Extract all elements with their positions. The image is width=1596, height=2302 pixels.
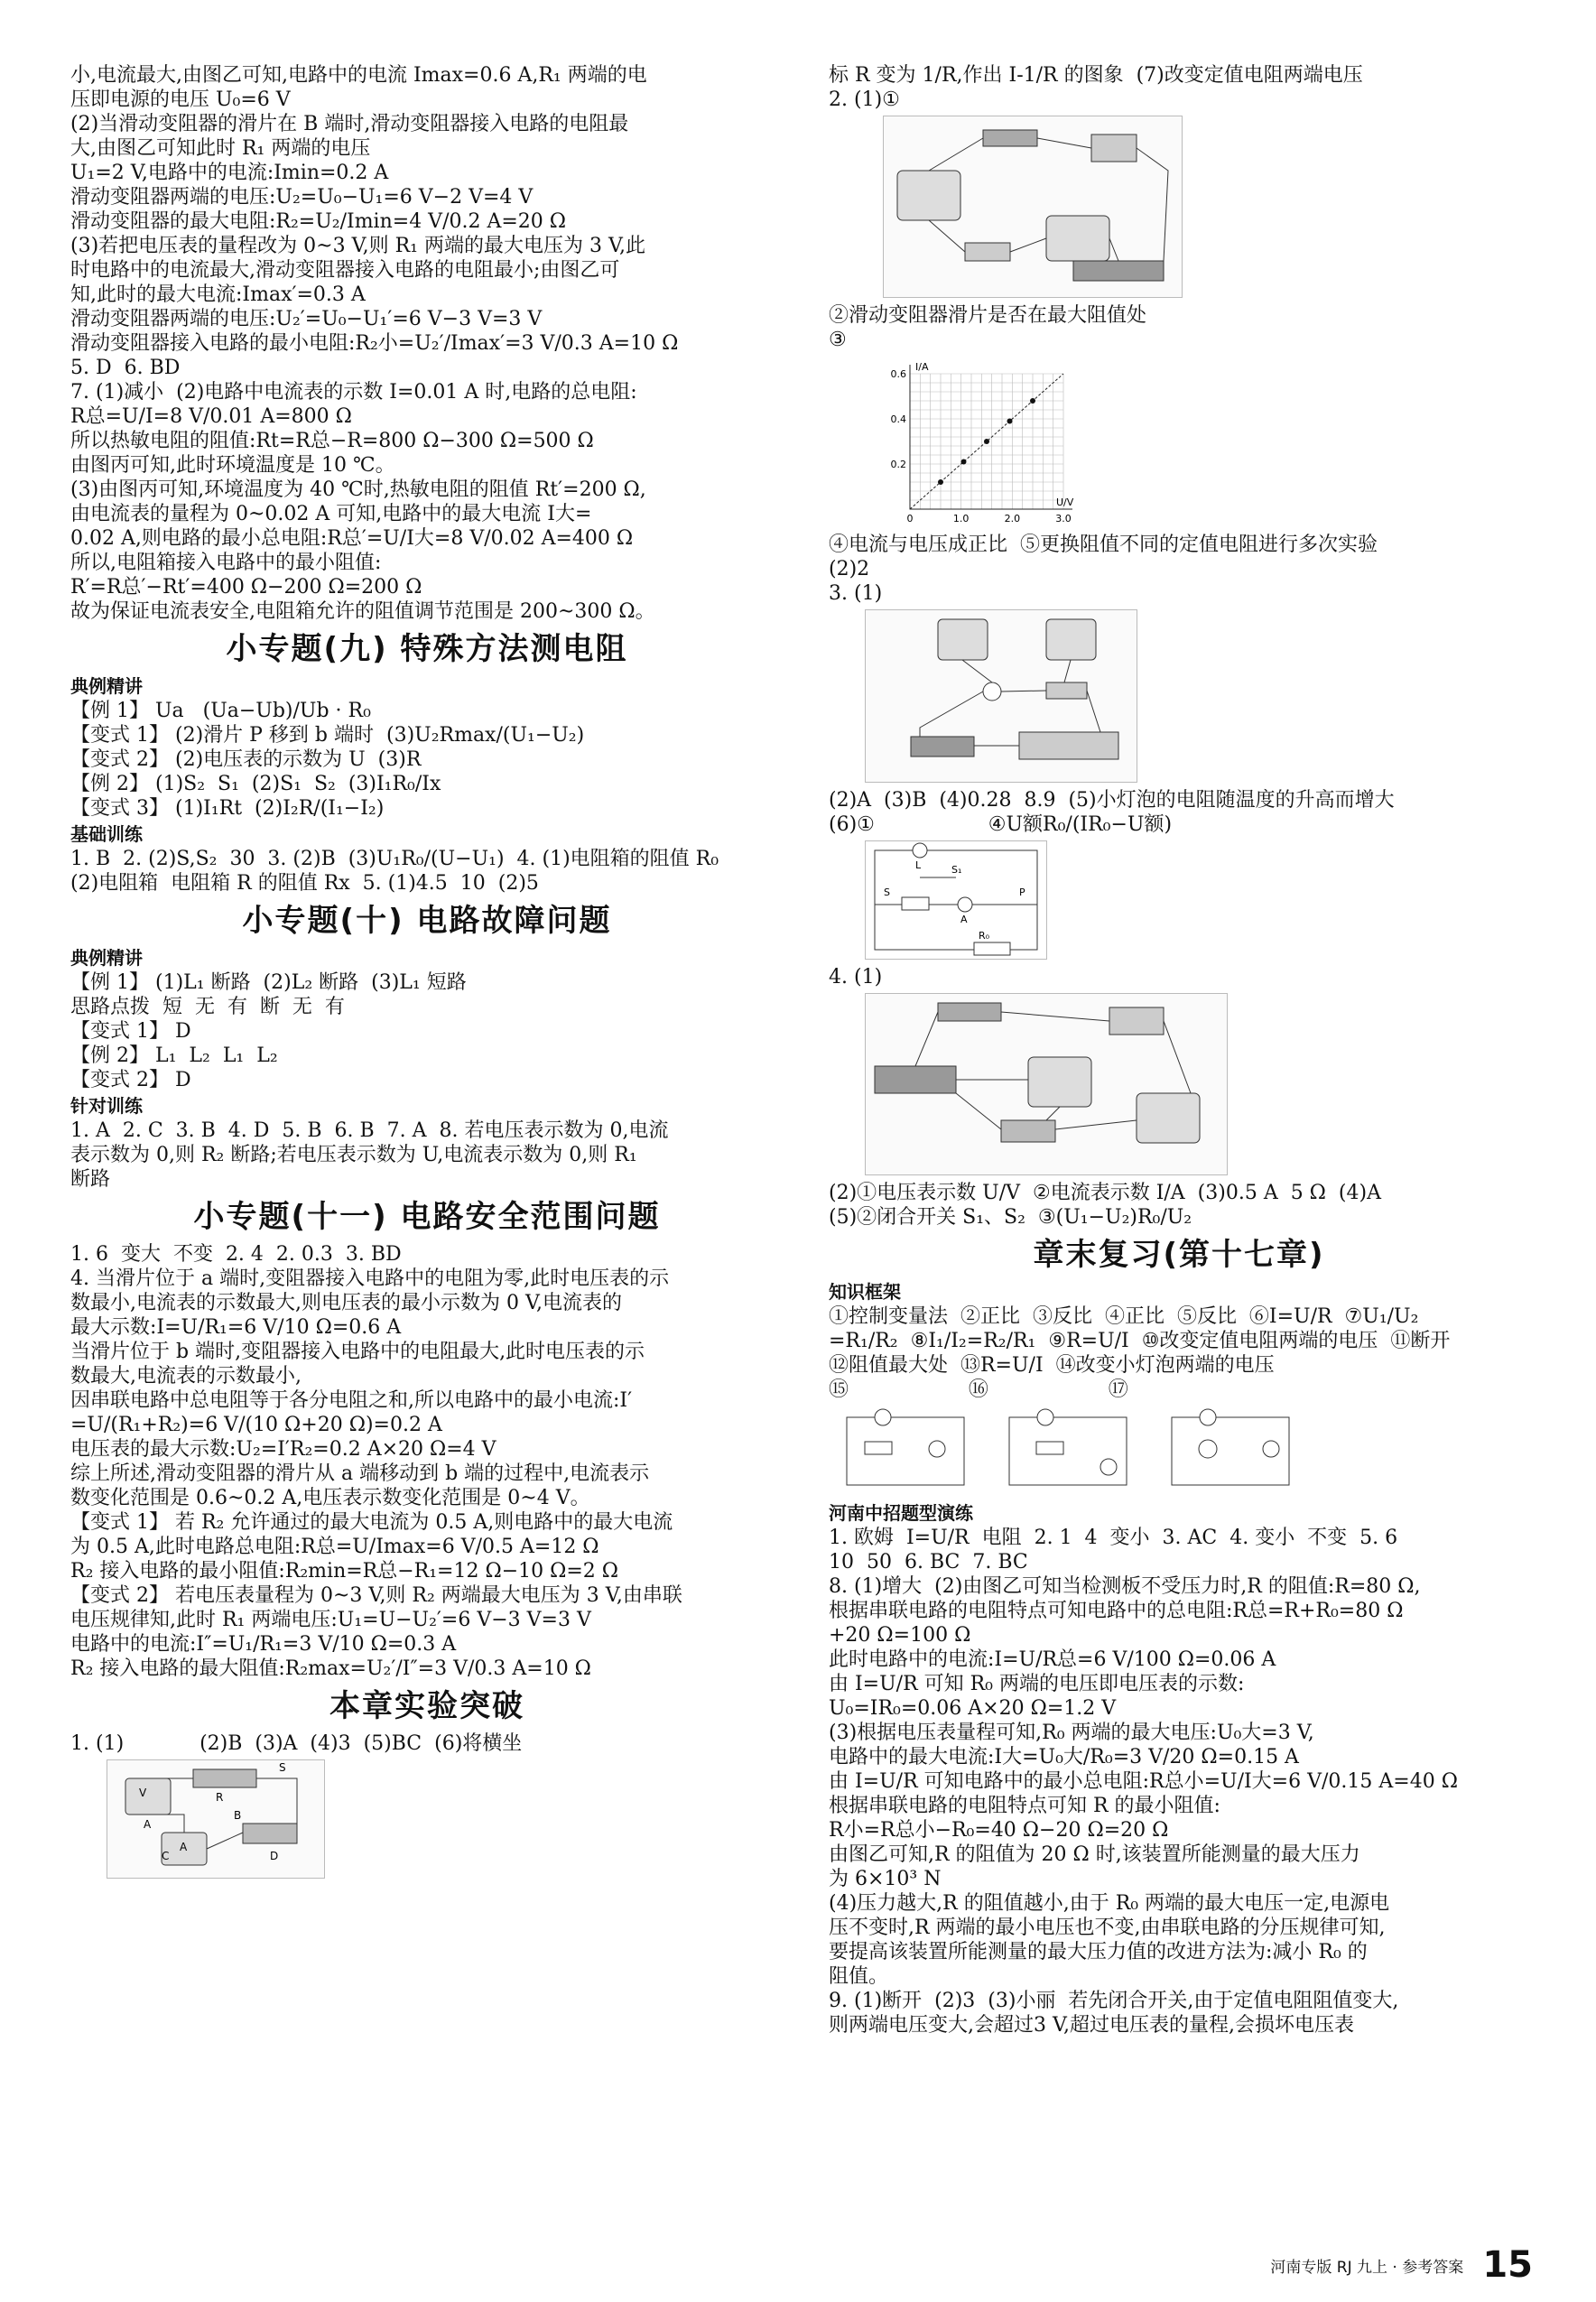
text-line: 4. 当滑片位于 a 端时,变阻器接入电路中的电阻为零,此时电压表的示	[70, 1267, 670, 1290]
right-block-6	[829, 1181, 1529, 1230]
text-line: 3. (1)	[829, 582, 883, 605]
text-line: (2)①电压表示数 U/V ②电流表示数 I/A (3)0.5 A 5 Ω (4)A	[829, 1182, 1381, 1204]
text-line: 7. (1)减小 (2)电路中电流表的示数 I=0.01 A 时,电路的总电阻:	[70, 381, 637, 404]
text-line: 【变式 2】 D	[70, 1069, 191, 1091]
circuit-label: S	[884, 886, 890, 898]
axis-label: 0	[906, 513, 914, 524]
page-footer	[1270, 2244, 1533, 2286]
text-line: (5)②闭合开关 S₁、S₂ ③(U₁−U₂)R₀/U₂	[829, 1206, 1192, 1229]
right-block-5	[829, 965, 1529, 989]
text-line: 所以,电阻箱接入电路中的最小阻值:	[70, 552, 382, 574]
text-line: (3)若把电压表的量程改为 0~3 V,则 R₁ 两端的最大电压为 3 V,此	[70, 235, 646, 257]
text-line: 【变式 2】 (2)电压表的示数为 U (3)R	[70, 748, 422, 771]
text-line: 8. (1)增大 (2)由图乙可知当检测板不受压力时,R 的阻值:R=80 Ω,	[829, 1575, 1421, 1598]
text-line: 故为保证电流表安全,电阻箱允许的阻值调节范围是 200~300 Ω。	[70, 600, 655, 623]
text-line: 基础训练	[70, 823, 143, 845]
text-line: 1. 6 变大 不变 2. 4 2. 0.3 3. BD	[70, 1243, 402, 1266]
text-line: 要提高该装置所能测量的最大压力值的改进方法为:减小 R₀ 的	[829, 1941, 1368, 1963]
circuit-label: S₁	[951, 864, 962, 876]
text-line: ③	[829, 329, 847, 351]
text-line: 【变式 1】 (2)滑片 P 移到 b 端时 (3)U₂Rmax/(U₁−U₂)	[70, 724, 585, 747]
text-line: 由 I=U/R 可知 R₀ 两端的电压即电压表的示数:	[829, 1673, 1245, 1695]
text-line: (3)根据电压表量程可知,R₀ 两端的最大电压:U₀大=3 V,	[829, 1722, 1314, 1744]
circuit-figure-6	[865, 840, 1047, 960]
text-line: +20 Ω=100 Ω	[829, 1624, 971, 1647]
text-line: 数最小,电流表的示数最大,则电压表的最小示数为 0 V,电流表的	[70, 1292, 623, 1314]
text-line: =R₁/R₂ ⑧I₁/I₂=R₂/R₁ ⑨R=U/I ⑩改变定值电阻两端的电压 ⑪断开	[829, 1330, 1451, 1352]
text-line: ⑮ ⑯ ⑰	[829, 1378, 1128, 1401]
text-line: ②滑动变阻器滑片是否在最大阻值处	[829, 304, 1147, 327]
figure-label: D	[270, 1850, 279, 1862]
experiment-circuit-figure	[107, 1759, 325, 1879]
left-block-4	[70, 1242, 784, 1681]
axis-label: 2.0	[1004, 513, 1021, 524]
figure-label: S	[279, 1761, 286, 1774]
text-line: 2. (1)①	[829, 88, 900, 111]
text-line: 电路中的电流:I″=U₁/R₁=3 V/10 Ω=0.3 A	[70, 1633, 457, 1656]
text-line: 根据串联电路的电阻特点可知 R 的最小阻值:	[829, 1795, 1220, 1817]
text-line: 【例 2】 L₁ L₂ L₁ L₂	[70, 1044, 278, 1067]
text-line: 由电流表的量程为 0~0.02 A 可知,电路中的最大电流 I大=	[70, 503, 592, 525]
text-line: 由图乙可知,R 的阻值为 20 Ω 时,该装置所能测量的最大压力	[829, 1843, 1360, 1866]
text-line: 【变式 3】 (1)I₁Rt (2)I₂R/(I₁−I₂)	[70, 797, 385, 820]
figure-label: A	[180, 1841, 188, 1853]
circuit-figure-4	[865, 993, 1228, 1175]
text-line: 所以热敏电阻的阻值:Rt=R总−R=800 Ω−300 Ω=500 Ω	[70, 430, 594, 452]
axis-label: 0.2	[890, 459, 906, 470]
figure-label: C	[162, 1850, 170, 1862]
text-line: ④电流与电压成正比 ⑤更换阻值不同的定值电阻进行多次实验	[829, 534, 1378, 556]
circuit-label: A	[960, 914, 968, 925]
right-block-8	[829, 1501, 1529, 2037]
text-line: R₂ 接入电路的最大阻值:R₂max=U₂′/I″=3 V/0.3 A=10 Ω	[70, 1657, 591, 1680]
text-line: 河南中招题型演练	[829, 1502, 973, 1524]
text-line: 当滑片位于 b 端时,变阻器接入电路中的电阻最大,此时电压表的示	[70, 1341, 645, 1363]
text-line: (3)由图丙可知,环境温度为 40 ℃时,热敏电阻的阻值 Rt′=200 Ω,	[70, 478, 646, 501]
text-line: 典例精讲	[70, 675, 143, 697]
text-line: 大,由图乙可知此时 R₁ 两端的电压	[70, 137, 371, 160]
text-line: 滑动变阻器的最大电阻:R₂=U₂/Imin=4 V/0.2 A=20 Ω	[70, 210, 567, 233]
right-column	[829, 63, 1529, 2037]
section-title-11: 小专题(十一) 电路安全范围问题	[193, 1199, 661, 1235]
text-line: U₁=2 V,电路中的电流:Imin=0.2 A	[70, 162, 389, 184]
text-line: 电压规律知,此时 R₁ 两端电压:U₁=U−U₂′=6 V−3 V=3 V	[70, 1609, 591, 1631]
circuit-figure-2	[883, 116, 1183, 298]
right-block-7	[829, 1280, 1529, 1402]
axis-label: 3.0	[1055, 513, 1072, 524]
text-line: 1. A 2. C 3. B 4. D 5. B 6. B 7. A 8. 若电压表示数为 0,电流	[70, 1119, 669, 1142]
axis-label: I/A	[915, 361, 929, 373]
axis-label: 0.6	[890, 368, 906, 380]
text-line: 表示数为 0,则 R₂ 断路;若电压表示数为 U,电流表示数为 0,则 R₁	[70, 1144, 637, 1166]
text-line: 思路点拨 短 无 有 断 无 有	[70, 996, 345, 1018]
text-line: 最大示数:I=U/R₁=6 V/10 Ω=0.6 A	[70, 1316, 402, 1339]
text-line: 则两端电压变大,会超过3 V,超过电压表的量程,会损坏电压表	[829, 2014, 1355, 2037]
text-line: 因串联电路中总电阻等于各分电阻之和,所以电路中的最小电流:I′	[70, 1389, 633, 1412]
text-line: (2)2	[829, 558, 870, 580]
section-title-experiment: 本章实验突破	[329, 1688, 524, 1724]
text-line: 时电路中的电流最大,滑动变阻器接入电路的电阻最小;由图乙可	[70, 259, 620, 282]
text-line: (2)当滑动变阻器的滑片在 B 端时,滑动变阻器接入电路的电阻最	[70, 113, 629, 135]
left-block-2	[70, 674, 784, 896]
left-block-1	[70, 63, 784, 624]
text-line: 标 R 变为 1/R,作出 I-1/R 的图象 (7)改变定值电阻两端电压	[829, 64, 1363, 87]
section-title-9: 小专题(九) 特殊方法测电阻	[226, 631, 628, 667]
text-line: 知,此时的最大电流:Imax′=0.3 A	[70, 283, 366, 306]
text-line: 由图丙可知,此时环境温度是 10 ℃。	[70, 454, 395, 477]
text-line: 为 0.5 A,此时电路总电阻:R总=U/Imax=6 V/0.5 A=12 Ω	[70, 1536, 599, 1558]
text-line: 滑动变阻器两端的电压:U₂′=U₀−U₁′=6 V−3 V=3 V	[70, 308, 543, 330]
text-line: R′=R总′−Rt′=400 Ω−200 Ω=200 Ω	[70, 576, 422, 599]
text-line: 知识框架	[829, 1281, 901, 1303]
figure-label: R	[216, 1791, 224, 1804]
text-line: 针对训练	[70, 1095, 143, 1117]
text-line: R小=R总小−R₀=40 Ω−20 Ω=20 Ω	[829, 1819, 1169, 1842]
axis-label: 1.0	[952, 513, 970, 524]
text-line: 【例 1】 Ua (Ua−Ub)/Ub · R₀	[70, 700, 371, 722]
left-block-3	[70, 946, 784, 1192]
text-line: 滑动变阻器接入电路的最小电阻:R₂小=U₂′/Imax′=3 V/0.3 A=10 Ω	[70, 332, 679, 355]
experiment-q1: 1. (1) (2)B (3)A (4)3 (5)BC (6)将横坐	[70, 1732, 523, 1755]
figure-label: V	[139, 1787, 147, 1799]
text-line: 9. (1)断开 (2)3 (3)小丽 若先闭合开关,由于定值电阻阻值变大,	[829, 1990, 1399, 2012]
figure-label: B	[234, 1809, 242, 1822]
text-line: 5. D 6. BD	[70, 357, 181, 379]
axis-label: 0.4	[890, 413, 906, 425]
text-line: 【变式 1】 若 R₂ 允许通过的最大电流为 0.5 A,则电路中的最大电流	[70, 1511, 673, 1534]
text-line: =U/(R₁+R₂)=6 V/(10 Ω+20 Ω)=0.2 A	[70, 1414, 442, 1436]
figure-label: A	[144, 1818, 152, 1831]
data-point	[1007, 419, 1013, 424]
axis-label: U/V	[1056, 497, 1074, 508]
data-point	[938, 479, 943, 485]
text-line: (2)A (3)B (4)0.28 8.9 (5)小灯泡的电阻随温度的升高而增大	[829, 789, 1395, 812]
text-line: 4. (1)	[829, 966, 883, 989]
text-line: 1. 欧姆 I=U/R 电阻 2. 1 4 变小 3. AC 4. 变小 不变 5. 6	[829, 1527, 1398, 1549]
text-line: R₂ 接入电路的最小阻值:R₂min=R总−R₁=12 Ω−10 Ω=2 Ω	[70, 1560, 619, 1583]
text-line: 阻值。	[829, 1965, 889, 1988]
text-line: 压不变时,R 两端的最小电压也不变,由串联电路的分压规律可知,	[829, 1917, 1386, 1939]
data-point	[984, 439, 989, 444]
text-line: 【变式 1】 D	[70, 1020, 191, 1043]
text-line: 小,电流最大,由图乙可知,电路中的电流 Imax=0.6 A,R₁ 两端的电	[70, 64, 647, 87]
text-line: 根据串联电路的电阻特点可知电路中的总电阻:R总=R+R₀=80 Ω	[829, 1600, 1404, 1622]
text-line: 【例 1】 (1)L₁ 断路 (2)L₂ 断路 (3)L₁ 短路	[70, 971, 467, 994]
circuit-label: R₀	[979, 930, 990, 942]
circuit-figure-3	[865, 609, 1137, 783]
text-line: 【例 2】 (1)S₂ S₁ (2)S₁ S₂ (3)I₁R₀/Ix	[70, 773, 441, 795]
right-block-4	[829, 788, 1529, 837]
page-number: 15	[1482, 2244, 1533, 2286]
data-point	[1030, 398, 1035, 404]
text-line: (4)压力越大,R 的阻值越小,由于 R₀ 两端的最大电压一定,电源电	[829, 1892, 1390, 1915]
right-block-2	[829, 303, 1529, 352]
iu-graph	[874, 356, 1081, 527]
text-line: (6)① ④U额R₀/(IR₀−U额)	[829, 813, 1173, 836]
text-line: ①控制变量法 ②正比 ③反比 ④正比 ⑤反比 ⑥I=U/R ⑦U₁/U₂	[829, 1305, 1419, 1328]
text-line: 综上所述,滑动变阻器的滑片从 a 端移动到 b 端的过程中,电流表示	[70, 1462, 650, 1485]
right-block-1	[829, 63, 1529, 112]
right-block-3	[829, 533, 1529, 606]
text-line: 滑动变阻器两端的电压:U₂=U₀−U₁=6 V−2 V=4 V	[70, 186, 534, 209]
text-line: 典例精讲	[70, 947, 143, 969]
data-point	[961, 459, 967, 465]
text-line: 由 I=U/R 可知电路中的最小总电阻:R总小=U/I大=6 V/0.15 A=40 Ω	[829, 1770, 1458, 1793]
circuit-label: L	[915, 859, 922, 871]
text-line: 1. B 2. (2)S,S₂ 30 3. (2)B (3)U₁R₀/(U−U₁) 4. (1)电阻箱的阻值 R₀	[70, 848, 719, 870]
footer-text: 河南专版 RJ 九上 · 参考答案	[1270, 2258, 1464, 2277]
text-line: 【变式 2】 若电压表量程为 0~3 V,则 R₂ 两端最大电压为 3 V,由串联	[70, 1584, 682, 1607]
text-line: ⑫阻值最大处 ⑬R=U/I ⑭改变小灯泡两端的电压	[829, 1354, 1275, 1377]
text-line: 为 6×10³ N	[829, 1868, 942, 1890]
text-line: R总=U/I=8 V/0.01 A=800 Ω	[70, 405, 352, 428]
text-line: 电压表的最大示数:U₂=I′R₂=0.2 A×20 Ω=4 V	[70, 1438, 496, 1461]
text-line: 数变化范围是 0.6~0.2 A,电压表示数变化范围是 0~4 V。	[70, 1487, 590, 1509]
section-title-review: 章末复习(第十七章)	[1033, 1237, 1325, 1273]
section-title-10: 小专题(十) 电路故障问题	[242, 903, 612, 939]
knowledge-circuits	[838, 1404, 1529, 1494]
text-line: (2)电阻箱 电阻箱 R 的阻值 Rx 5. (1)4.5 10 (2)5	[70, 872, 539, 895]
text-line: 10 50 6. BC 7. BC	[829, 1551, 1028, 1573]
text-line: 此时电路中的电流:I=U/R总=6 V/100 Ω=0.06 A	[829, 1648, 1276, 1671]
circuit-label: P	[1019, 886, 1025, 898]
text-line: 压即电源的电压 U₀=6 V	[70, 88, 291, 111]
text-line: 断路	[70, 1168, 111, 1191]
text-line: 0.02 A,则电路的最小总电阻:R总′=U/I大=8 V/0.02 A=400 Ω	[70, 527, 634, 550]
text-line: 电路中的最大电流:I大=U₀大/R₀=3 V/20 Ω=0.15 A	[829, 1746, 1299, 1768]
text-line: 数最大,电流表的示数最小,	[70, 1365, 302, 1388]
text-line: U₀=IR₀=0.06 A×20 Ω=1.2 V	[829, 1697, 1117, 1720]
left-column	[70, 63, 784, 1884]
